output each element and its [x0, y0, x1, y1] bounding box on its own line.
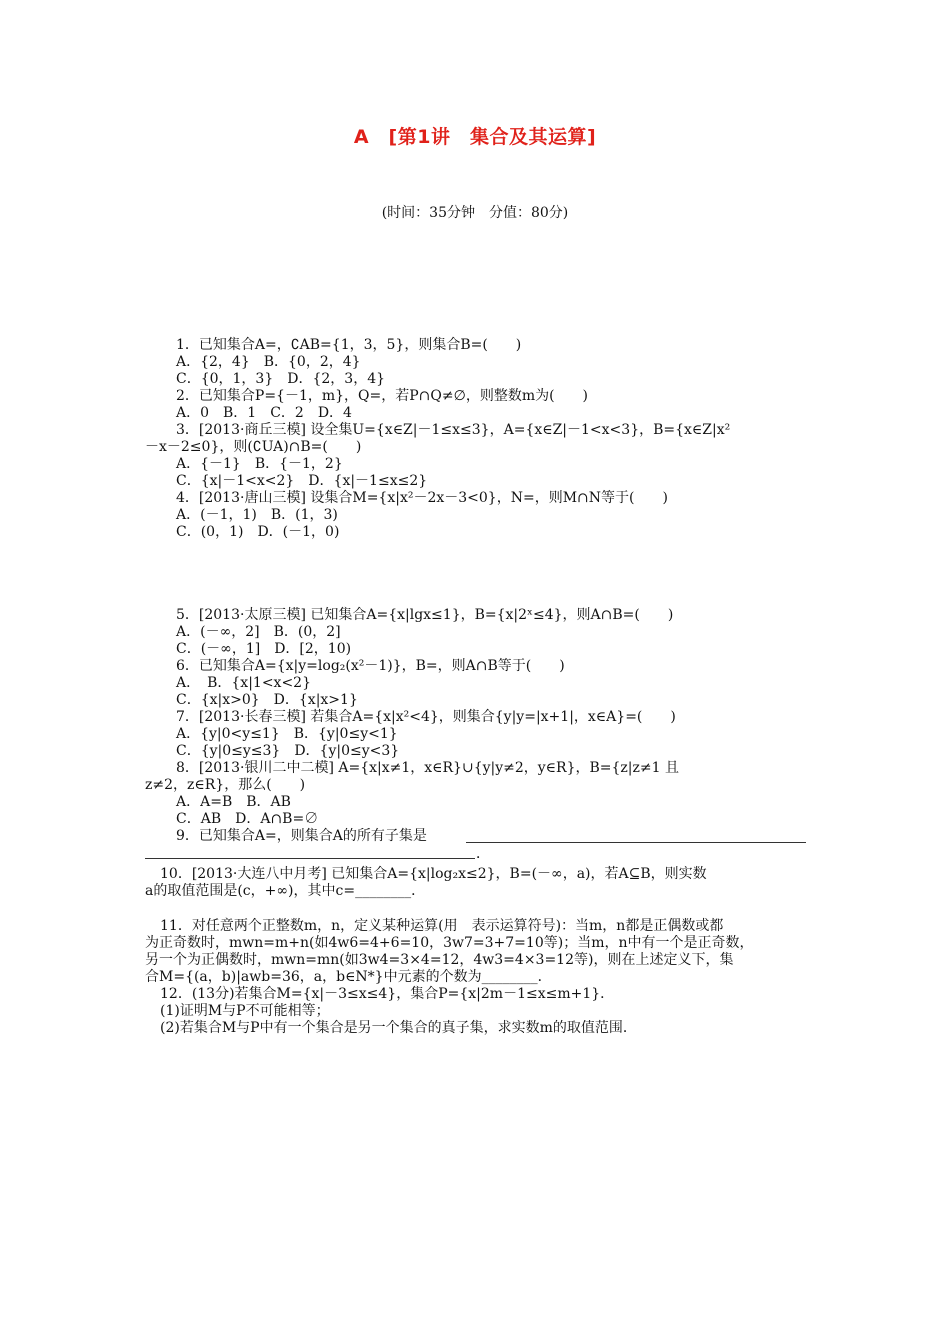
q5-options-cd: C．(－∞，1] D．[2，10) — [176, 641, 352, 657]
q1-options-ab: A．{2，4} B．{0，2，4} — [176, 354, 361, 370]
q9-answer-blank-2 — [145, 858, 475, 859]
q9-stem: 9．已知集合A=，则集合A的所有子集是 — [176, 828, 427, 844]
q8-stem: 8．[2013·银川二中二模] A={x|x≠1，x∈R}∪{y|y≠2，y∈R}，B={z|z≠1 且 — [176, 760, 679, 776]
q12-part1: (1)证明M与P不可能相等； — [160, 1003, 330, 1019]
q1-stem: 1．已知集合A=，∁AB={1，3，5}，则集合B=( ) — [176, 337, 522, 353]
q6-options-ab: A． B．{x|1<x<2} — [176, 675, 311, 691]
q6-stem: 6．已知集合A={x|y=log₂(x²－1)}，B=，则A∩B等于( ) — [176, 658, 565, 674]
q4-stem: 4．[2013·唐山三模] 设集合M={x|x²－2x－3<0}，N=，则M∩N等于( ) — [176, 490, 668, 506]
q12-stem: 12．(13分)若集合M={x|－3≤x≤4}，集合P={x|2m－1≤x≤m+1}． — [160, 986, 615, 1002]
q1-options-cd: C．{0，1，3} D．{2，3，4} — [176, 371, 386, 387]
q6-options-cd: C．{x|x>0} D．{x|x>1} — [176, 692, 358, 708]
time-score-info: (时间：35分钟 分值：80分) — [381, 205, 569, 221]
q12-part2: (2)若集合M与P中有一个集合是另一个集合的真子集，求实数m的取值范围． — [160, 1020, 637, 1036]
q10-stem: 10．[2013·大连八中月考] 已知集合A={x|log₂x≤2}，B=(－∞，a)，若A⊆B，则实数 — [160, 866, 707, 882]
q7-stem: 7．[2013·长春三模] 若集合A={x|x²<4}，则集合{y|y=|x+1|，x∈A}=( ) — [176, 709, 676, 725]
q9-end-period: ． — [476, 846, 490, 862]
q8-stem-cont: z≠2，z∈R}，那么( ) — [145, 777, 306, 793]
q2-options: A．0 B．1 C．2 D．4 — [176, 405, 352, 421]
page-title: A [第1讲 集合及其运算] — [353, 126, 597, 148]
q3-options-cd: C．{x|－1<x<2} D．{x|－1≤x≤2} — [176, 473, 428, 489]
q3-options-ab: A．{－1} B．{－1，2} — [176, 456, 343, 472]
q7-options-cd: C．{y|0≤y≤3} D．{y|0≤y<3} — [176, 743, 400, 759]
q8-options-ab: A．A=B B．AB — [176, 794, 291, 810]
q11-stem-line3: 另一个为正偶数时，mwn=mn(如3w4=3×4=12，4w3=4×3=12等)，则在上述定义下，集 — [145, 952, 734, 968]
q9-answer-blank — [466, 842, 806, 843]
q5-stem: 5．[2013·太原三模] 已知集合A={x|lgx≤1}，B={x|2ˣ≤4}，则A∩B=( ) — [176, 607, 674, 623]
q11-stem-line2: 为正奇数时，mwn=m+n(如4w6=4+6=10，3w7=3+7=10等)；当m，n中有一个是正奇数， — [145, 935, 754, 951]
q3-stem-cont: －x－2≤0}，则(∁UA)∩B=( ) — [145, 439, 362, 455]
q2-stem: 2．已知集合P={－1，m}，Q=，若P∩Q≠∅，则整数m为( ) — [176, 388, 589, 404]
q10-stem-cont: a的取值范围是(c，+∞)，其中c=________． — [145, 883, 426, 899]
q11-stem: 11．对任意两个正整数m，n，定义某种运算(用 表示运算符号)：当m，n都是正偶数或都 — [160, 918, 724, 934]
q4-options-ab: A．(－1，1) B．(1，3) — [176, 507, 338, 523]
q3-stem: 3．[2013·商丘三模] 设全集U={x∈Z|－1≤x≤3}，A={x∈Z|－1<x<3}，B={x∈Z|x² — [176, 422, 731, 438]
q8-options-cd: C．AB D．A∩B=∅ — [176, 811, 319, 827]
q5-options-ab: A．(－∞，2] B．(0，2] — [176, 624, 341, 640]
q4-options-cd: C．(0，1) D．(－1，0) — [176, 524, 340, 540]
q11-stem-line4: 合M={(a，b)|awb=36，a，b∈N*}中元素的个数为________． — [145, 969, 552, 985]
q7-options-ab: A．{y|0<y≤1} B．{y|0≤y<1} — [176, 726, 398, 742]
